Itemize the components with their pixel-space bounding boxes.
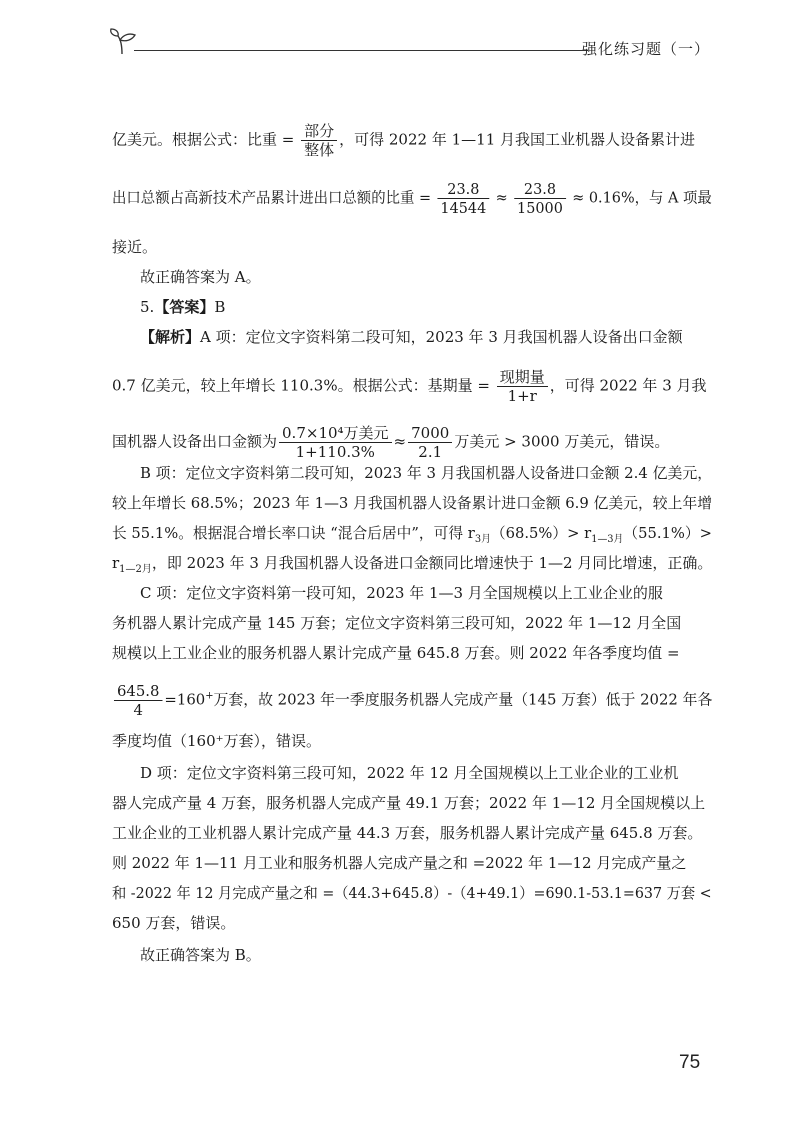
text-line: 出口总额占高新技术产品累计进出口总额的比重 = $\frac{23.8}{14544}$ ≈ $\frac{23.8}{15000}$ ≈ 0.16%，与 A 项最: [112, 180, 712, 217]
fraction: $\frac{\text{现期量}}{1+r}$: [497, 368, 548, 405]
text-line: 务机器人累计完成产量 145 万套；定位文字资料第三段可知，2022 年 1—12 月全国: [112, 614, 682, 632]
fraction: $\frac{23.8}{14544}$: [438, 180, 490, 217]
page-header: [108, 28, 710, 68]
text-line: 和 -2022 年 12 月完成产量之和 =（44.3+645.8）-（4+49.1）=690.1-53.1=637 万套 <: [112, 884, 712, 902]
text-line: D 项：定位文字资料第三段可知，2022 年 12 月全国规模以上工业企业的工业机: [140, 764, 679, 782]
question-heading: 5.【答案】B: [140, 298, 226, 316]
text-line: 较上年增长 68.5%；2023 年 1—3 月我国机器人设备累计进口金额 6.9 亿美元，较上年增: [112, 494, 713, 512]
text-line: $\frac{645.8}{4}$ =160+万套，故 2023 年一季度服务机器人完成产量（145 万套）低于 2022 年各: [112, 682, 712, 719]
text-line: 650 万套，错误。: [112, 914, 236, 932]
text-line: 则 2022 年 1—11 月工业和服务机器人完成产量之和 =2022 年 1—12 月完成产量之: [112, 854, 687, 872]
page-number: 75: [679, 1052, 701, 1073]
text-line: $r_{1—2月}$，即 2023 年 3 月我国机器人设备进口金额同比增速快于 1—2 月同比增速，正确。: [112, 554, 713, 575]
fraction: $\frac{\text{0.7×10⁴万美元}}{1+110.3\%}$: [279, 424, 392, 461]
header-rule: [134, 50, 588, 51]
text-line: 【解析】A 项：定位文字资料第二段可知，2023 年 3 月我国机器人设备出口金额: [140, 328, 683, 346]
fraction: $\frac{7000}{2.1}$: [408, 424, 452, 461]
fraction: $\frac{\text{部分}}{\text{整体}}$: [301, 122, 337, 159]
text-line: B 项：定位文字资料第二段可知，2023 年 3 月我国机器人设备进口金额 2.4 亿美元，: [140, 464, 713, 482]
text-line: C 项：定位文字资料第一段可知，2023 年 1—3 月全国规模以上工业企业的服: [140, 584, 663, 602]
text-line: 长 55.1%。根据混合增长率口诀 “混合后居中”，可得 $r_{3月}(68.5\%)> r_{1—3月}(55.1\%)>$: [112, 524, 712, 545]
fraction: $\frac{645.8}{4}$: [114, 682, 162, 719]
section-title: 强化练习题（一）: [581, 40, 710, 58]
text-line: 规模以上工业企业的服务机器人累计完成产量 645.8 万套。则 2022 年各季度均值 =: [112, 644, 680, 662]
text-line: 接近。: [112, 238, 158, 256]
text-line: 工业企业的工业机器人累计完成产量 44.3 万套，服务机器人累计完成产量 645.8 万套。: [112, 824, 703, 842]
text-line: 0.7 亿美元，较上年增长 110.3%。根据公式：基期量 = $\frac{\text{现期量}}{1+r}$ ，可得 2022 年 3 月我: [112, 368, 707, 405]
answer-line: 故正确答案为 B。: [140, 946, 261, 964]
text-line: 季度均值（160⁺万套），错误。: [112, 732, 322, 750]
answer-line: 故正确答案为 A。: [140, 268, 261, 286]
sprout-icon: [108, 28, 138, 56]
fraction: $\frac{23.8}{15000}$: [514, 180, 566, 217]
text-line: 亿美元。根据公式：比重 = $\frac{\text{部分}}{\text{整体}}$ ，可得 2022 年 1—11 月我国工业机器人设备累计进: [112, 122, 696, 159]
text-line: 国机器人设备出口金额为 $\frac{\text{0.7×10⁴万美元}}{1+110.3\%}$ ≈ $\frac{7000}{2.1}$ 万美元 > 3000 万美元，错误。: [112, 424, 670, 461]
text-line: 器人完成产量 4 万套，服务机器人完成产量 49.1 万套；2022 年 1—12 月全国规模以上: [112, 794, 706, 812]
